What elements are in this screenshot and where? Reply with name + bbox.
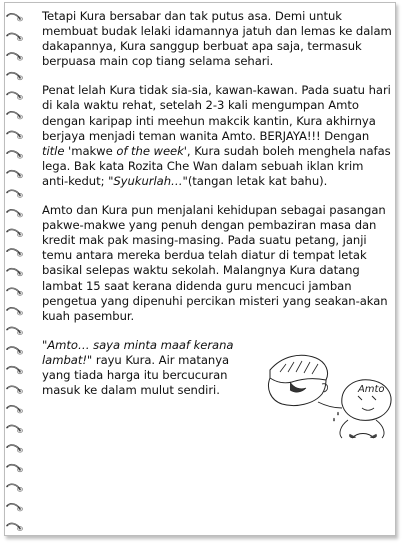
spiral-ring (7, 190, 23, 197)
text-run: "(tangan letak kat bahu). (182, 173, 328, 188)
spiral-ring (7, 33, 23, 40)
paragraph-3 (42, 203, 392, 324)
text-run: Amto dan Kura pun menjalani kehidupan sebagai pasangan pakwe-makwe yang penuh dengan pembaziran masa dan kredit mak pak masing-masing. Pada suatu petang, janji temu antara mereka berdua telah diatur di tempat letak basikal selepas waktu sekolah. Malangnya Kura datang lambat 15 saat kerana didenda guru mencuci jamban pengetua yang dipenuhi percikan misteri yang seakan-akan kuah pasembur. (42, 203, 388, 323)
spiral-ring (7, 229, 23, 236)
spiral-ring (7, 171, 23, 178)
text-run: Syukurlah… (113, 173, 183, 188)
spiral-ring (7, 249, 23, 256)
spiral-binding (5, 3, 31, 543)
spiral-ring (7, 425, 23, 432)
boy-fringe (290, 382, 306, 392)
spiral-ring (7, 269, 23, 276)
arm-line (318, 402, 342, 408)
sketch-illustration (230, 342, 398, 440)
spiral-ring (7, 347, 23, 354)
spiral-ring (7, 504, 23, 511)
tear-drops (333, 412, 338, 421)
girl-eyes (358, 396, 376, 400)
spiral-ring (7, 465, 23, 472)
spiral-ring (7, 112, 23, 119)
girl-mouth (362, 408, 374, 410)
illustration-label: Amto (358, 383, 385, 395)
spiral-ring (7, 445, 23, 452)
spiral-ring (7, 73, 23, 80)
spiral-ring (7, 288, 23, 295)
notebook-page (4, 2, 396, 536)
girl-feet (349, 434, 376, 438)
spiral-ring (7, 92, 23, 99)
spiral-ring (7, 367, 23, 374)
spiral-ring (7, 308, 23, 315)
spiral-ring (7, 406, 23, 413)
spiral-ring (7, 210, 23, 217)
text-run: of the week (116, 143, 184, 158)
spiral-ring (7, 53, 23, 60)
spiral-ring (7, 484, 23, 491)
spiral-ring (7, 386, 23, 393)
spiral-ring (7, 151, 23, 158)
closing-section (42, 338, 392, 398)
text-run: Penat lelah Kura tidak sia-sia, kawan-kawan. Pada suatu hari di kala waktu rehat, setelah 2-3 kali mengumpan Amto dengan karipap inti meehun makcik kantin, Kura akhirnya berjaya menjadi teman wanita Amto. BERJAYA!!! Dengan (42, 83, 391, 143)
text-run: title (42, 143, 65, 158)
spiral-ring (7, 14, 23, 21)
spiral-ring (7, 523, 23, 530)
paragraph-4 (42, 338, 237, 398)
text-run: ', Kura sudah boleh menghela nafas lega. Bak kata Rozita Che Wan dalam sebuah iklan krim anti-kedut; " (42, 143, 391, 188)
story-content (42, 9, 392, 398)
boy-hair (270, 355, 328, 382)
paragraph-1 (42, 9, 392, 69)
boy-hair-strands (280, 361, 318, 374)
text-run: Tetapi Kura bersabar dan tak putus asa. Demi untuk membuat budak lelaki idamannya jatuh dan lemas ke dalam dakapannya, Kura sanggup berbuat apa saja, termasuk berpuasa main cop tiang selama sehari. (42, 9, 392, 69)
girl-body (340, 420, 384, 438)
text-run: "Amto… saya minta maaf kerana lambat!" (42, 337, 234, 367)
spiral-ring (7, 327, 23, 334)
spiral-ring (7, 131, 23, 138)
paragraph-2 (42, 83, 392, 189)
text-run: 'makwe (64, 143, 117, 158)
text-run: rayu Kura. Air matanya yang tiada harga itu bercucuran masuk ke dalam mulut sendiri. (42, 352, 230, 398)
